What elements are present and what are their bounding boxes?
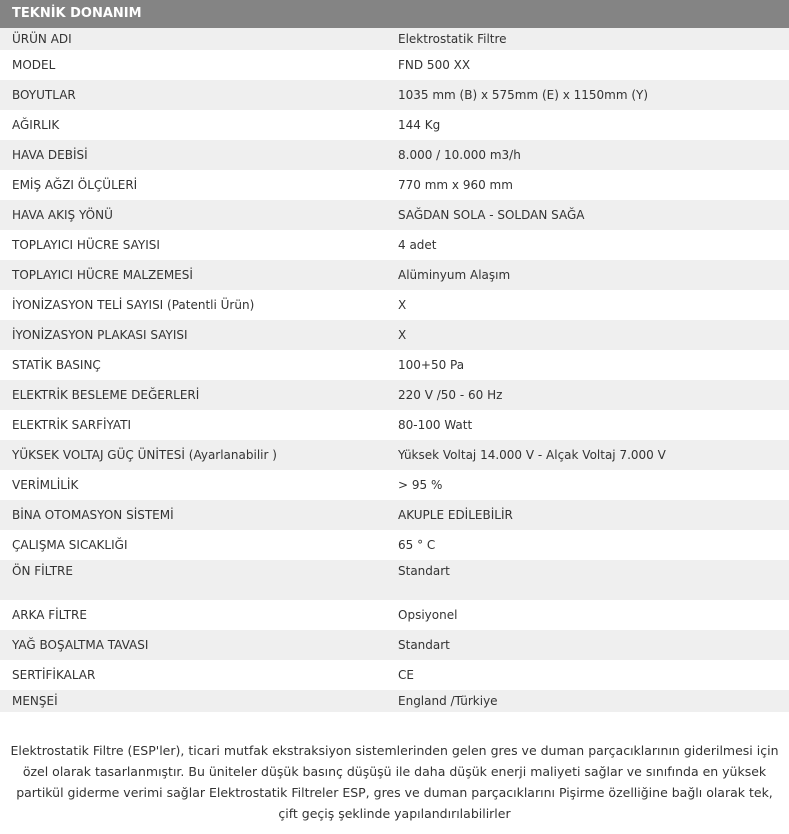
spec-value: 770 mm x 960 mm — [398, 178, 513, 192]
product-description: Elektrostatik Filtre (ESP'ler), ticari mutfak ekstraksiyon sistemlerinden gelen gres ve duman parçacıklarının giderilmesi için özel olarak tasarlanmıştır. Bu üniteler düşük basınç düşüşü ile daha düşük enerji maliyeti sağlar ve sınıfında en yüksek partikül giderme verimi sağlar Elektrostatik Filtreler ESP, gres ve duman parçacıklarını Pişirme özelliğine bağlı olarak tek, çift geçiş şeklinde yapılandırılabilirler — [10, 743, 779, 821]
spec-key: VERİMLİLİK — [12, 478, 79, 492]
table-row — [0, 600, 789, 630]
table-row — [0, 28, 789, 50]
spec-value: SAĞDAN SOLA - SOLDAN SAĞA — [398, 208, 585, 222]
spec-value: 4 adet — [398, 238, 437, 252]
spec-key: STATİK BASINÇ — [12, 358, 101, 372]
spec-key: MENŞEİ — [12, 694, 58, 708]
spec-key: ÖN FİLTRE — [12, 564, 73, 578]
table-row — [0, 630, 789, 660]
spec-value: Alüminyum Alaşım — [398, 268, 511, 282]
spec-key: ÇALIŞMA SICAKLIĞI — [12, 538, 128, 552]
table-row — [0, 50, 789, 80]
spec-value: CE — [398, 668, 414, 682]
table-row — [0, 290, 789, 320]
table-row — [0, 660, 789, 690]
spec-key: YAĞ BOŞALTMA TAVASI — [12, 638, 149, 652]
spec-value: FND 500 XX — [398, 58, 471, 72]
spec-key: İYONİZASYON PLAKASI SAYISI — [12, 328, 188, 342]
spec-value: Standart — [398, 564, 450, 578]
spec-key: TOPLAYICI HÜCRE SAYISI — [12, 238, 160, 252]
spec-value: > 95 % — [398, 478, 443, 492]
spec-key: EMİŞ AĞZI ÖLÇÜLERİ — [12, 178, 138, 192]
spec-key: HAVA AKIŞ YÖNÜ — [12, 208, 113, 222]
spec-key: SERTİFİKALAR — [12, 668, 96, 682]
spec-value: 220 V /50 - 60 Hz — [398, 388, 503, 402]
spec-key: ELEKTRİK SARFİYATI — [12, 418, 132, 432]
table-row — [0, 530, 789, 560]
spec-key: İYONİZASYON TELİ SAYISI (Patentli Ürün) — [12, 298, 255, 312]
table-row — [0, 200, 789, 230]
spec-value: 8.000 / 10.000 m3/h — [398, 148, 521, 162]
spec-value: X — [398, 298, 407, 312]
spec-value: Elektrostatik Filtre — [398, 32, 507, 46]
spec-table — [0, 28, 789, 712]
spec-key: TOPLAYICI HÜCRE MALZEMESİ — [12, 268, 193, 282]
spec-value: AKUPLE EDİLEBİLİR — [398, 508, 513, 522]
table-row — [0, 560, 789, 600]
table-row — [0, 140, 789, 170]
spec-value: X — [398, 328, 407, 342]
table-row — [0, 110, 789, 140]
table-row — [0, 410, 789, 440]
table-row — [0, 80, 789, 110]
spec-key: ÜRÜN ADI — [12, 32, 72, 46]
spec-value: 144 Kg — [398, 118, 441, 132]
table-row — [0, 170, 789, 200]
section-title: TEKNİK DONANIM — [0, 0, 789, 28]
spec-value: Standart — [398, 638, 450, 652]
spec-key: AĞIRLIK — [12, 118, 60, 132]
spec-value: Yüksek Voltaj 14.000 V - Alçak Voltaj 7.000 V — [398, 448, 666, 462]
table-row — [0, 690, 789, 712]
spec-value: Opsiyonel — [398, 608, 458, 622]
table-row — [0, 230, 789, 260]
table-row — [0, 470, 789, 500]
spec-value: 80-100 Watt — [398, 418, 473, 432]
spec-value: 1035 mm (B) x 575mm (E) x 1150mm (Y) — [398, 88, 649, 102]
spec-value: England /Türkiye — [398, 694, 498, 708]
table-row — [0, 380, 789, 410]
table-row — [0, 500, 789, 530]
spec-key: ARKA FİLTRE — [12, 608, 87, 622]
table-row — [0, 320, 789, 350]
table-row — [0, 440, 789, 470]
spec-value: 65 ° C — [398, 538, 436, 552]
spec-key: HAVA DEBİSİ — [12, 148, 88, 162]
spec-value: 100+50 Pa — [398, 358, 465, 372]
spec-key: BİNA OTOMASYON SİSTEMİ — [12, 508, 174, 522]
table-row — [0, 260, 789, 290]
table-row — [0, 350, 789, 380]
spec-key: YÜKSEK VOLTAJ GÜÇ ÜNİTESİ (Ayarlanabilir ) — [12, 448, 277, 462]
spec-key: ELEKTRİK BESLEME DEĞERLERİ — [12, 388, 200, 402]
spec-key: MODEL — [12, 58, 56, 72]
spec-key: BOYUTLAR — [12, 88, 76, 102]
